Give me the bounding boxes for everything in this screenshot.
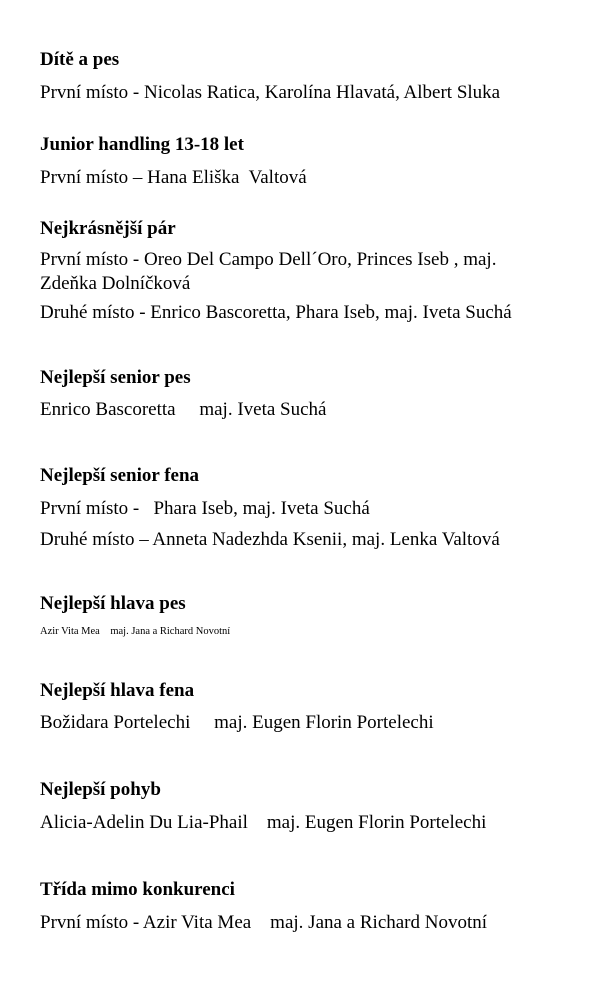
result-line: Druhé místo - Enrico Bascoretta, Phara Iseb, maj. Iveta Suchá — [40, 302, 512, 323]
section-heading-best-head-dog: Nejlepší hlava pes — [40, 593, 186, 614]
result-line: Alicia-Adelin Du Lia-Phail maj. Eugen Florin Portelechi — [40, 812, 487, 833]
section-heading-best-senior-bitch: Nejlepší senior fena — [40, 465, 200, 486]
result-line: Enrico Bascoretta maj. Iveta Suchá — [40, 399, 327, 420]
section-heading-best-head-bitch: Nejlepší hlava fena — [40, 680, 195, 701]
result-line: Božidara Portelechi maj. Eugen Florin Portelechi — [40, 712, 434, 733]
result-line: První místo - Nicolas Ratica, Karolína Hlavatá, Albert Sluka — [40, 82, 501, 103]
section-heading-junior-handling: Junior handling 13-18 let — [40, 134, 244, 155]
result-line: Zdeňka Dolníčková — [40, 273, 191, 294]
section-heading-best-movement: Nejlepší pohyb — [40, 779, 161, 800]
section-heading-most-beautiful-pair: Nejkrásnější pár — [40, 218, 176, 239]
result-line: První místo - Oreo Del Campo Dell´Oro, Princes Iseb , maj. — [40, 249, 497, 270]
result-line: První místo - Phara Iseb, maj. Iveta Suchá — [40, 498, 370, 519]
result-line: První místo - Azir Vita Mea maj. Jana a Richard Novotní — [40, 912, 488, 933]
section-heading-out-of-competition-class: Třída mimo konkurenci — [40, 879, 235, 900]
result-line: Druhé místo – Anneta Nadezhda Ksenii, maj. Lenka Valtová — [40, 529, 500, 550]
section-heading-child-and-dog: Dítě a pes — [40, 49, 120, 70]
section-heading-best-senior-dog: Nejlepší senior pes — [40, 367, 191, 388]
result-line: Azir Vita Mea maj. Jana a Richard Novotní — [40, 626, 231, 637]
result-line: První místo – Hana Eliška Valtová — [40, 167, 307, 188]
